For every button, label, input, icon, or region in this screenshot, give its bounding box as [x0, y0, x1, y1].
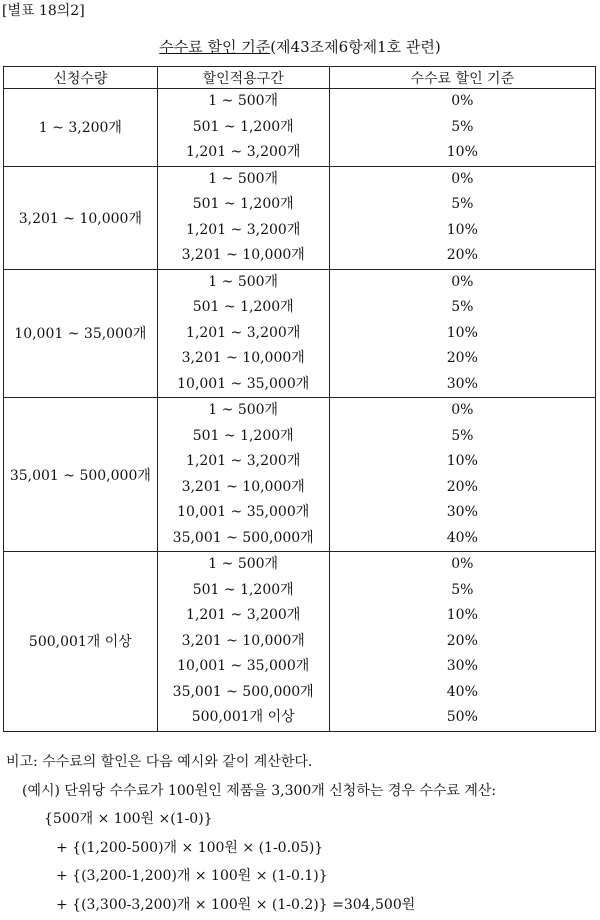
range-value: 3,201 ~ 10,000개 [181, 350, 305, 366]
range-value: 1 ~ 500개 [208, 402, 279, 418]
note-formula-line: + {(3,300-3,200)개 × 100원 × (1-0.2)} =304,500원 [56, 896, 416, 913]
range-value: 3,201 ~ 10,000개 [181, 247, 305, 263]
range-value: 1 ~ 500개 [208, 556, 279, 572]
column-header-range: 할인적용구간 [157, 67, 329, 89]
discount-value: 40% [446, 683, 478, 700]
discount-value: 0% [451, 556, 474, 572]
range-value: 1,201 ~ 3,200개 [186, 453, 301, 469]
table-header-row [4, 67, 596, 89]
discount-value: 5% [451, 118, 474, 135]
range-list-cell [157, 89, 329, 167]
discount-value: 10% [446, 324, 478, 341]
note-formula-line: + {(3,200-1,200)개 × 100원 × (1-0.1)} [56, 868, 328, 885]
note-formula-line: + {(1,200-500)개 × 100원 × (1-0.05)} [56, 839, 324, 856]
discount-list-cell [329, 89, 595, 167]
discount-value: 5% [451, 299, 474, 315]
table-row-group [4, 166, 596, 269]
discount-value: 20% [446, 350, 478, 366]
discount-value: 20% [446, 478, 478, 495]
range-value: 1,201 ~ 3,200개 [186, 221, 301, 238]
table-row-group [4, 269, 596, 398]
range-value: 10,001 ~ 35,000개 [177, 658, 310, 674]
discount-list-cell [329, 552, 595, 732]
discount-value: 30% [446, 375, 478, 392]
discount-list-cell [329, 398, 595, 552]
column-header-discount: 수수료 할인 기준 [329, 67, 595, 89]
discount-value: 5% [451, 581, 474, 598]
range-value: 501 ~ 1,200개 [192, 427, 294, 444]
document-title [0, 36, 600, 57]
discount-value: 10% [446, 144, 478, 160]
quantity-cell: 1 ~ 3,200개 [4, 89, 158, 167]
note-example-line: (예시) 단위당 수수료가 100원인 제품을 3,300개 신청하는 경우 수수료 계산: [22, 782, 497, 799]
range-value: 35,001 ~ 500,000개 [172, 683, 314, 700]
range-value: 1 ~ 500개 [208, 170, 279, 187]
discount-value: 20% [446, 632, 478, 649]
discount-value: 20% [446, 247, 478, 263]
calculation-note [6, 748, 496, 920]
range-value: 1,201 ~ 3,200개 [186, 144, 301, 160]
quantity-cell: 10,001 ~ 35,000개 [4, 269, 158, 398]
quantity-cell: 35,001 ~ 500,000개 [4, 398, 158, 552]
quantity-cell: 500,001개 이상 [4, 552, 158, 732]
range-value: 501 ~ 1,200개 [192, 581, 294, 598]
range-list-cell [157, 398, 329, 552]
range-value: 1,201 ~ 3,200개 [186, 607, 301, 623]
discount-value: 10% [446, 221, 478, 238]
range-value: 501 ~ 1,200개 [192, 196, 294, 212]
table-row-group [4, 89, 596, 167]
range-list-cell [157, 552, 329, 732]
range-value: 10,001 ~ 35,000개 [177, 504, 310, 520]
title-reference: (제43조제6항제1호 관련) [270, 38, 441, 56]
discount-list-cell [329, 166, 595, 269]
range-value: 1,201 ~ 3,200개 [186, 324, 301, 341]
range-list-cell [157, 269, 329, 398]
discount-value: 30% [446, 658, 478, 674]
table-row-group [4, 398, 596, 552]
discount-list-cell [329, 269, 595, 398]
discount-value: 0% [451, 93, 474, 109]
quantity-cell: 3,201 ~ 10,000개 [4, 166, 158, 269]
discount-value: 5% [451, 196, 474, 212]
range-value: 501 ~ 1,200개 [192, 299, 294, 315]
note-line: 비고: 수수료의 할인은 다음 예시와 같이 계산한다. [6, 754, 313, 770]
discount-value: 30% [446, 504, 478, 520]
discount-value: 10% [446, 453, 478, 469]
range-value: 3,201 ~ 10,000개 [181, 632, 305, 649]
discount-value: 10% [446, 607, 478, 623]
discount-value: 50% [446, 709, 478, 725]
appendix-tag: [별표 18의2] [2, 3, 85, 19]
range-value: 500,001개 이상 [191, 709, 295, 725]
range-list-cell [157, 166, 329, 269]
column-header-quantity: 신청수량 [4, 67, 158, 89]
note-formula-line: {500개 × 100원 ×(1-0)} [44, 811, 213, 828]
discount-table [3, 66, 596, 732]
range-value: 10,001 ~ 35,000개 [177, 375, 310, 392]
range-value: 35,001 ~ 500,000개 [172, 529, 314, 546]
table-row-group [4, 552, 596, 732]
discount-value: 0% [451, 402, 474, 418]
range-value: 3,201 ~ 10,000개 [181, 478, 305, 495]
discount-value: 40% [446, 529, 478, 546]
range-value: 501 ~ 1,200개 [192, 118, 294, 135]
discount-value: 0% [451, 170, 474, 187]
discount-value: 0% [451, 273, 474, 290]
title-main: 수수료 할인 기준 [159, 38, 271, 56]
range-value: 1 ~ 500개 [208, 273, 279, 290]
range-value: 1 ~ 500개 [208, 93, 279, 109]
discount-value: 5% [451, 427, 474, 444]
